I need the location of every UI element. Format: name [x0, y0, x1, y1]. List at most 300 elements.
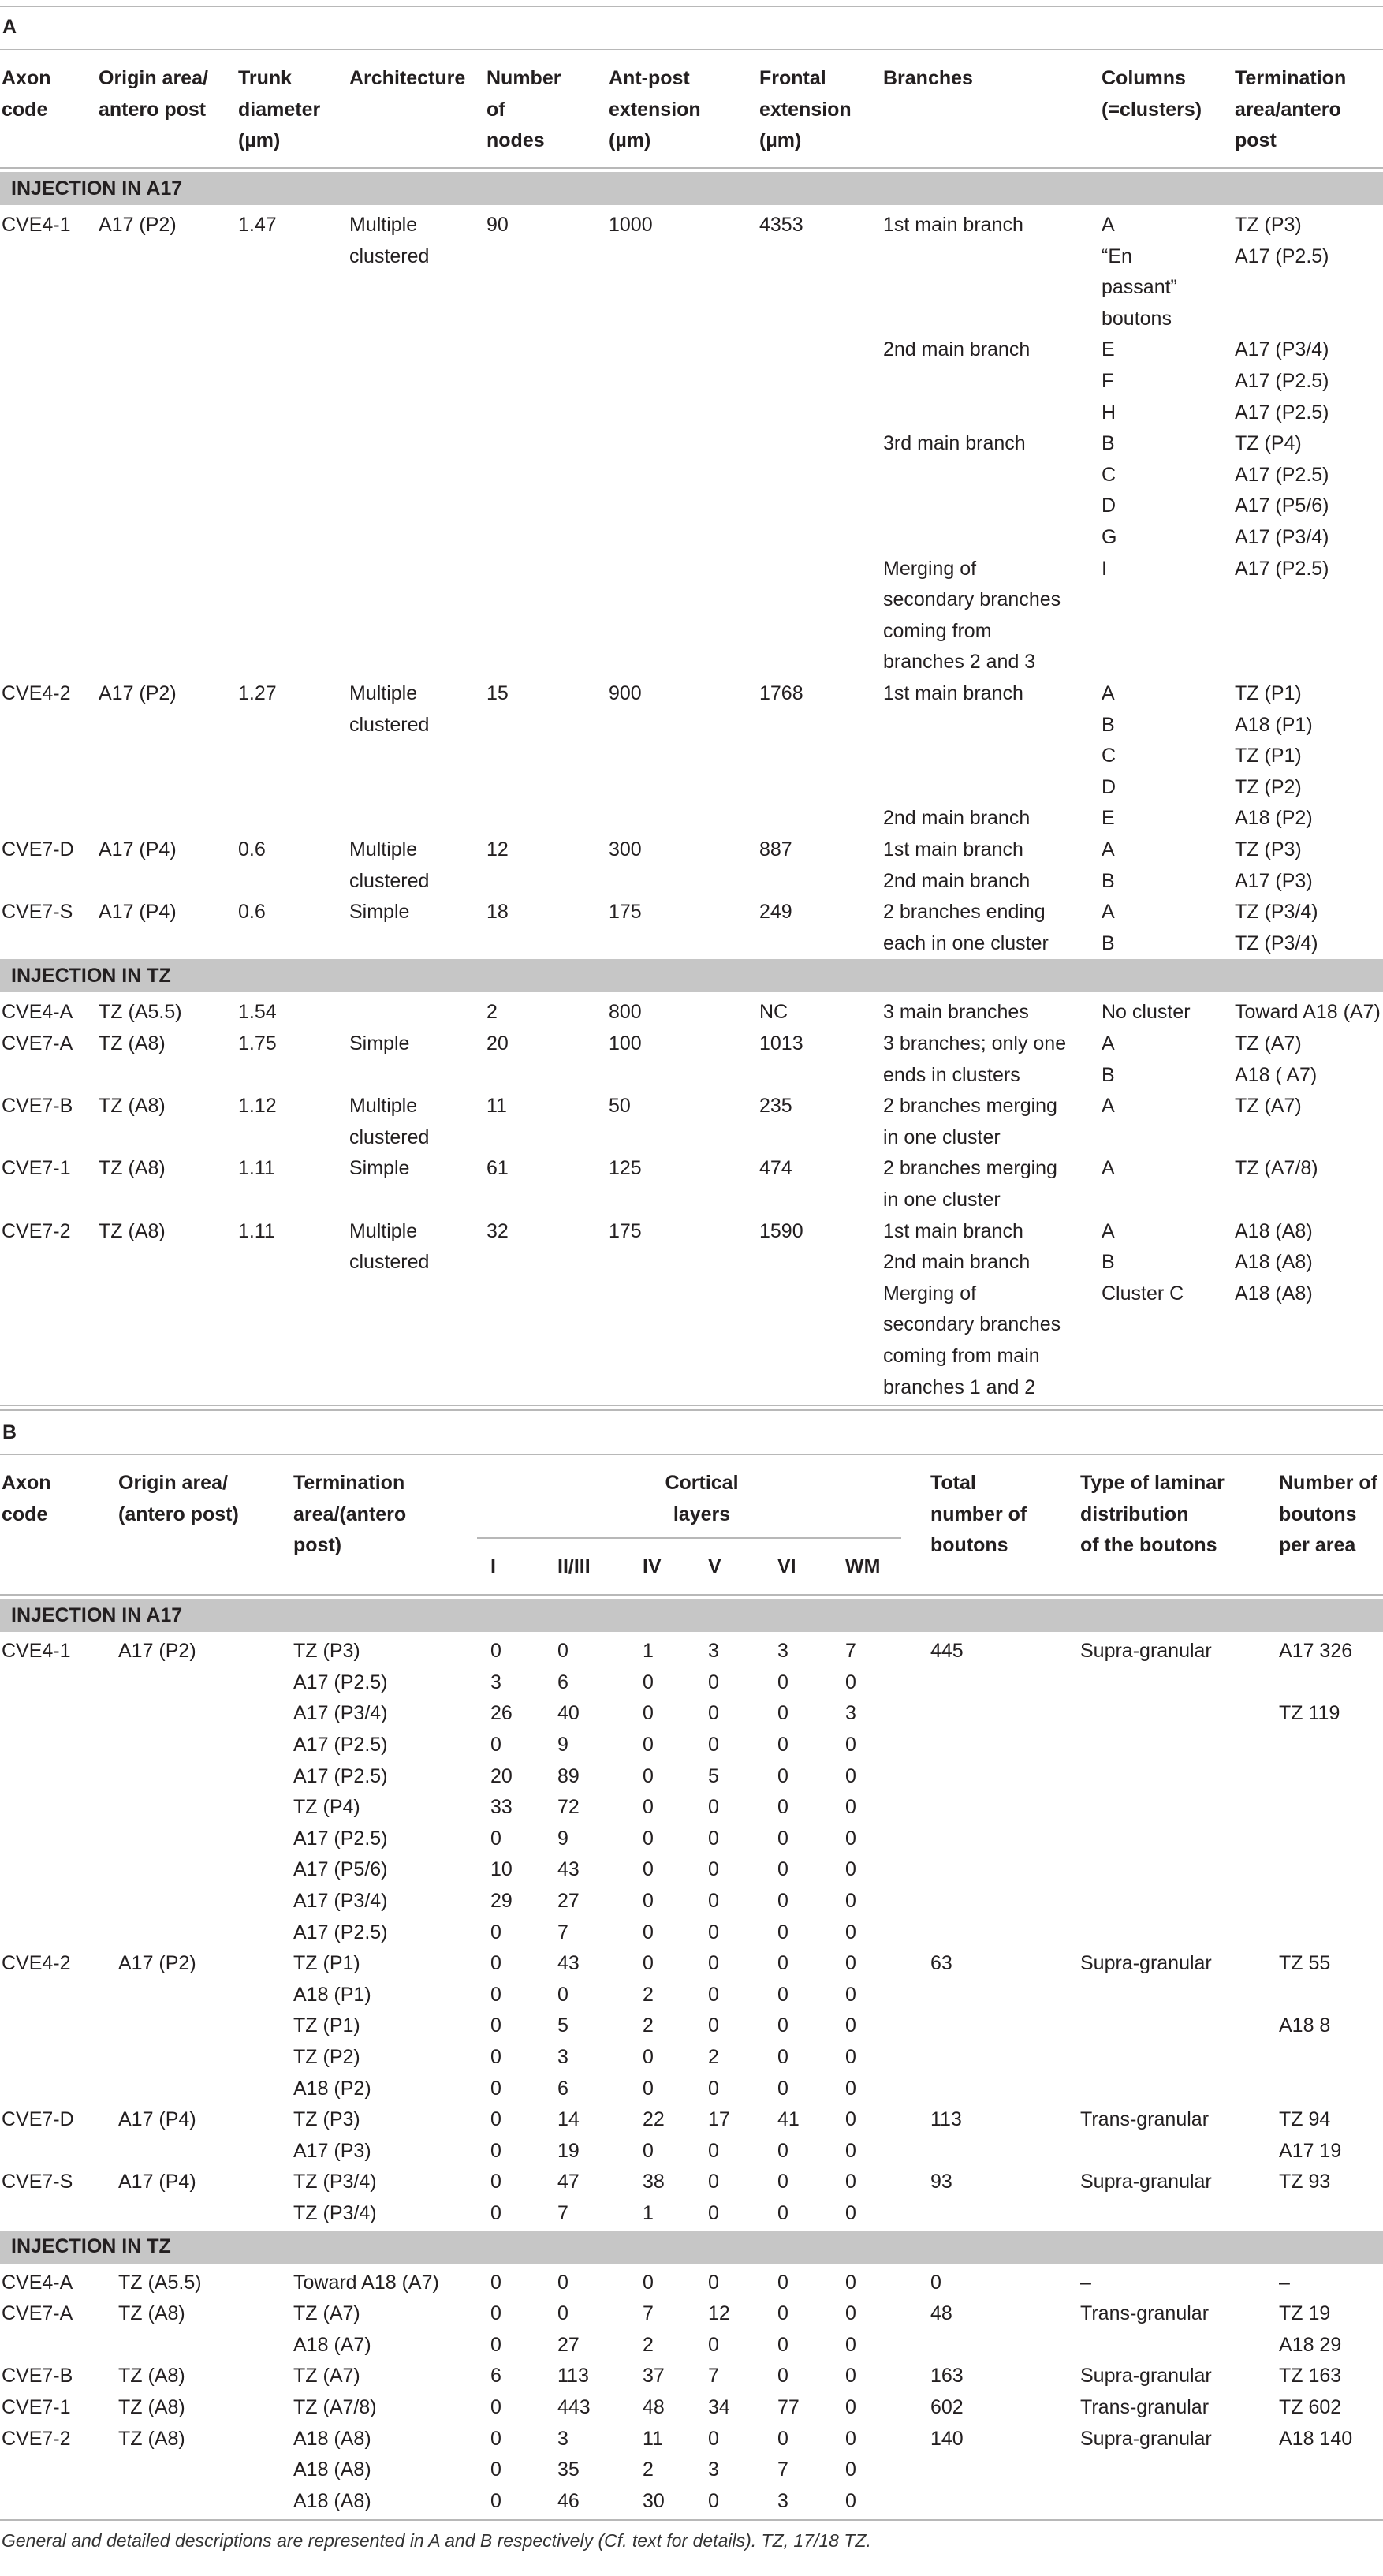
table-b-layer-cell: 0 — [845, 2427, 856, 2450]
table-b-cell: A18 (P1) — [293, 1983, 371, 2006]
table-b-layer-cell: 0 — [708, 1734, 719, 1756]
table-b-cell: 140 — [930, 2427, 964, 2450]
table-b-layer-cell: 0 — [643, 1952, 654, 1975]
table-a-header-cell: (=clusters) — [1102, 98, 1202, 121]
table-b-layer-cell: 5 — [708, 1764, 719, 1787]
table-b-layer-cell: 0 — [845, 2458, 856, 2481]
table-b-layer-cell: 0 — [777, 2365, 788, 2387]
table-b-layer-cell: 2 — [643, 1983, 654, 2006]
table-b-layer-cell: 89 — [557, 1764, 580, 1787]
table-a-cell: TZ (P3/4) — [1235, 931, 1318, 954]
table-a-cell: CVE7-1 — [2, 1157, 71, 1180]
table-b-layer-cell: 0 — [845, 2046, 856, 2068]
table-b-layer-cell: 0 — [777, 1921, 788, 1943]
table-b-layer-cell: 2 — [643, 2458, 654, 2481]
table-a-cell: Multiple — [349, 1095, 418, 1118]
table-b-layer-cell: 0 — [490, 1952, 501, 1975]
table-b-layer-cell: 0 — [777, 2077, 788, 2100]
table-b-cell: Trans-granular — [1080, 2396, 1210, 2418]
table-a-cell: 15 — [486, 682, 509, 704]
table-a-cell: A17 (P3) — [1235, 869, 1313, 892]
table-a-cell: A — [1102, 214, 1115, 236]
table-b-layer-cell: 0 — [708, 1671, 719, 1693]
table-a-cell: CVE7-B — [2, 1095, 73, 1118]
table-a-cell: A17 (P2) — [99, 682, 177, 704]
table-b-layer-cell: 11 — [643, 2427, 663, 2450]
table-a-cell: CVE7-A — [2, 1032, 73, 1055]
table-b-layer-cell: 0 — [845, 2365, 856, 2387]
table-b-layer-cell: 0 — [643, 1671, 654, 1693]
table-a-header-cell: code — [2, 98, 48, 121]
table-a-cell: Merging of — [883, 557, 977, 580]
table-a-header-cell: area/antero — [1235, 98, 1341, 121]
table-b-layer-cell: 0 — [708, 2427, 719, 2450]
table-a-cell: 300 — [609, 838, 642, 861]
table-b-cell: A17 (P3/4) — [293, 1702, 388, 1725]
table-b-layer-cell: 9 — [557, 1827, 568, 1850]
table-b-cell: 48 — [930, 2302, 952, 2325]
table-a-cell: Simple — [349, 1032, 410, 1055]
table-a-cell: clustered — [349, 1251, 430, 1274]
table-a-cell: Multiple — [349, 1219, 418, 1242]
table-a-bottom-rule — [0, 1405, 1383, 1406]
table-b-cell: TZ 119 — [1279, 1702, 1340, 1725]
table-a-header-cell: (µm) — [238, 129, 281, 152]
table-b-layer-cell: 0 — [845, 2396, 856, 2418]
table-a-cell: CVE4-2 — [2, 682, 71, 704]
table-b-layer-cell: 0 — [643, 2077, 654, 2100]
table-b-layer-cell: 3 — [557, 2046, 568, 2068]
table-b-layer-cell: 0 — [643, 1921, 654, 1943]
table-a-cell: 1590 — [759, 1219, 803, 1242]
table-a-label: A — [2, 16, 17, 38]
table-a-cell: B — [1102, 931, 1115, 954]
table-b-header-cell: code — [2, 1503, 48, 1525]
table-a-cell: 1.11 — [238, 1157, 275, 1180]
table-b-layer-cell: 0 — [708, 1921, 719, 1943]
table-b-layer-cell: 0 — [777, 2139, 788, 2162]
table-b-header-cell: Axon — [2, 1472, 51, 1495]
table-a-cell: 2nd main branch — [883, 338, 1031, 361]
table-b-top-rule — [0, 1409, 1383, 1411]
table-a-cell: Multiple — [349, 838, 418, 861]
table-a-cell: “En — [1102, 245, 1132, 267]
table-b-layer-cell: 29 — [490, 1890, 513, 1912]
table-b-header-cell: (antero post) — [118, 1503, 239, 1525]
table-b-layer-cell: 0 — [708, 1983, 719, 2006]
table-b-layer-cell: 14 — [557, 2108, 580, 2131]
table-b-layer-cell: 0 — [708, 2014, 719, 2037]
table-a-cell: 249 — [759, 901, 792, 924]
table-a-cell: branches 1 and 2 — [883, 1376, 1036, 1398]
table-b-layer-cell: 0 — [490, 2014, 501, 2037]
table-b-cell: A18 8 — [1279, 2014, 1331, 2037]
table-a-cell: TZ (A8) — [99, 1157, 166, 1180]
table-a-cell: 61 — [486, 1157, 509, 1180]
table-a-cell: NC — [759, 1001, 788, 1024]
table-b-layer-cell: 0 — [490, 2458, 501, 2481]
table-a-header-cell: Number — [486, 67, 561, 89]
table-b-layer-cell: 0 — [777, 1671, 788, 1693]
table-b-cell: A17 (P2.5) — [293, 1921, 388, 1943]
table-b-cell: A17 (P2) — [118, 1640, 196, 1663]
table-b-layer-cell: 0 — [845, 2077, 856, 2100]
table-b-layer-cell: 0 — [708, 2171, 719, 2193]
table-a-header-cell: diameter — [238, 98, 321, 121]
table-b-layer-cell: 0 — [777, 1858, 788, 1881]
table-b-cell: Trans-granular — [1080, 2302, 1210, 2325]
table-a-cell: secondary branches — [883, 588, 1061, 611]
table-a-cell: TZ (P1) — [1235, 682, 1302, 704]
table-a-cell: 235 — [759, 1095, 792, 1118]
table-a-cell: CVE7-2 — [2, 1219, 71, 1242]
table-b-layer-cell: 7 — [708, 2365, 719, 2387]
table-b-cell: A18 29 — [1279, 2333, 1342, 2356]
table-a-cell: A17 (P2.5) — [1235, 245, 1329, 267]
table-a-cell: 0.6 — [238, 838, 266, 861]
table-a-cell: 3rd main branch — [883, 432, 1026, 455]
table-a-cell: ends in clusters — [883, 1063, 1020, 1086]
table-b-layer-cell: 37 — [643, 2365, 665, 2387]
table-b-cell: TZ (A5.5) — [118, 2271, 202, 2294]
table-b-layer-cell: 27 — [557, 1890, 580, 1912]
table-a-cell: 1.11 — [238, 1219, 275, 1242]
table-b-cell: 163 — [930, 2365, 964, 2387]
table-b-layer-cell: 0 — [490, 1640, 501, 1663]
table-a-cell: secondary branches — [883, 1313, 1061, 1336]
table-b-layer-cell: 9 — [557, 1734, 568, 1756]
table-b-layer-cell: 0 — [490, 2396, 501, 2418]
table-b-cell: A17 19 — [1279, 2139, 1342, 2162]
table-b-layer-cell: 0 — [490, 1921, 501, 1943]
table-a-cell: E — [1102, 338, 1115, 361]
table-a-cell: coming from — [883, 619, 992, 642]
table-b-layer-cell: 20 — [490, 1764, 513, 1787]
table-a-cell: Cluster C — [1102, 1282, 1184, 1305]
table-b-header-cell: Termination — [293, 1472, 405, 1495]
table-b-cell: CVE7-2 — [2, 2427, 71, 2450]
table-a-cell: 12 — [486, 838, 509, 861]
table-b-cell: 0 — [930, 2271, 941, 2294]
table-a-cell: 474 — [759, 1157, 792, 1180]
table-b-layer-cell: 7 — [557, 1921, 568, 1943]
table-a-cell: boutons — [1102, 307, 1172, 330]
table-a-cell: 4353 — [759, 214, 803, 236]
table-a-cell: A17 (P3/4) — [1235, 338, 1329, 361]
table-b-header-cell: of the boutons — [1080, 1534, 1217, 1557]
table-b-cell: A17 (P4) — [118, 2171, 196, 2193]
table-a-cell: No cluster — [1102, 1001, 1191, 1024]
table-b-cell: A17 (P4) — [118, 2108, 196, 2131]
table-a-cell: 18 — [486, 901, 509, 924]
table-b-layer-cell: 0 — [845, 2014, 856, 2037]
table-b-layer-cell: 35 — [557, 2458, 580, 2481]
table-b-layer-cell: 0 — [557, 2302, 568, 2325]
table-a-cell: H — [1102, 401, 1116, 424]
table-b-cell: Supra-granular — [1080, 1640, 1212, 1663]
table-b-header-cell: Type of laminar — [1080, 1472, 1225, 1495]
table-a-cell: B — [1102, 1251, 1115, 1274]
table-b-layer-cell: 3 — [845, 1702, 856, 1725]
table-b-cell: CVE4-A — [2, 2271, 73, 2294]
table-a-cell: coming from main — [883, 1345, 1040, 1367]
table-b-cell: CVE7-B — [2, 2365, 73, 2387]
table-a-cell: 1st main branch — [883, 1219, 1023, 1242]
table-a-cell: TZ (P3) — [1235, 214, 1302, 236]
table-b-layer-cell: 0 — [490, 1734, 501, 1756]
table-b-cell: CVE7-1 — [2, 2396, 71, 2418]
table-b-cell: A18 (A7) — [293, 2333, 371, 2356]
table-b-cell: TZ (A8) — [118, 2302, 185, 2325]
table-b-layer-cell: 0 — [490, 2046, 501, 2068]
table-b-layer-cell: 6 — [490, 2365, 501, 2387]
table-b-cell: A17 326 — [1279, 1640, 1353, 1663]
table-b-layer-cell: 0 — [490, 2427, 501, 2450]
table-a-cell: TZ (A7) — [1235, 1032, 1302, 1055]
table-b-layer-cell: 0 — [708, 1702, 719, 1725]
table-b-layer-cell: 0 — [490, 1827, 501, 1850]
table-b-cell: A17 (P2.5) — [293, 1764, 388, 1787]
table-b-section-band — [0, 2231, 1383, 2264]
table-b-layer-cell: 0 — [777, 2302, 788, 2325]
table-b-layer-cell: 10 — [490, 1858, 513, 1881]
table-b-cell: TZ (P3/4) — [293, 2171, 377, 2193]
table-a-header-cell: Branches — [883, 67, 973, 89]
table-a-cell: 2nd main branch — [883, 869, 1031, 892]
table-a-cell: 1.75 — [238, 1032, 277, 1055]
table-b-layer-cell: 0 — [490, 2202, 501, 2224]
table-b-layer-cell: 0 — [490, 2108, 501, 2131]
table-b-layer-cell: 72 — [557, 1796, 580, 1819]
section-title: INJECTION IN A17 — [11, 177, 183, 200]
table-a-cell: passant” — [1102, 276, 1177, 299]
table-a-cell: 175 — [609, 901, 642, 924]
table-a-header-cell: Trunk — [238, 67, 293, 89]
table-a-cell: I — [1102, 557, 1107, 580]
table-a-header-cell: Origin area/ — [99, 67, 208, 89]
table-b-layer-cell: 0 — [490, 2271, 501, 2294]
table-b-layer-cell: 0 — [708, 2489, 719, 2512]
table-b-layer-cell: 48 — [643, 2396, 665, 2418]
table-b-layer-cell: 0 — [708, 2139, 719, 2162]
table-a-label-rule — [0, 49, 1383, 50]
table-a-cell: each in one cluster — [883, 931, 1049, 954]
table-b-header-cell: area/(antero — [293, 1503, 407, 1525]
table-b-cell: TZ (P1) — [293, 2014, 360, 2037]
table-b-cell: A18 (A8) — [293, 2458, 371, 2481]
table-b-layer-cell: 38 — [643, 2171, 665, 2193]
table-b-header-cell: Origin area/ — [118, 1472, 228, 1495]
layer-header: II/III — [557, 1555, 591, 1578]
layer-header: IV — [643, 1555, 662, 1578]
table-b-layer-cell: 26 — [490, 1702, 513, 1725]
table-a-cell: CVE7-D — [2, 838, 74, 861]
table-a-cell: A17 (P2) — [99, 214, 177, 236]
table-b-layer-cell: 0 — [845, 2333, 856, 2356]
table-b-layer-cell: 12 — [708, 2302, 730, 2325]
table-a-cell: 1.54 — [238, 1001, 277, 1024]
table-b-layer-cell: 0 — [845, 1734, 856, 1756]
table-a-cell: 2 branches merging — [883, 1095, 1057, 1118]
table-a-cell: TZ (P3/4) — [1235, 901, 1318, 924]
table-a-cell: A — [1102, 1219, 1115, 1242]
table-a-header-rule — [0, 167, 1383, 169]
table-a-cell: 3 main branches — [883, 1001, 1029, 1024]
table-b-layer-cell: 0 — [845, 1921, 856, 1943]
table-a-cell: 1.47 — [238, 214, 277, 236]
table-a-cell: A — [1102, 901, 1115, 924]
table-a-cell: CVE4-1 — [2, 214, 71, 236]
table-a-header-cell: Termination — [1235, 67, 1347, 89]
table-a-header-cell: Ant-post — [609, 67, 690, 89]
table-a-cell: 2 — [486, 1001, 498, 1024]
table-b-cell: CVE4-1 — [2, 1640, 71, 1663]
table-b-layer-cell: 0 — [490, 2333, 501, 2356]
table-b-layer-cell: 0 — [777, 1764, 788, 1787]
table-a-cell: 800 — [609, 1001, 642, 1024]
table-a-cell: CVE7-S — [2, 901, 73, 924]
table-a-cell: 1768 — [759, 682, 803, 704]
table-a-header-cell: antero post — [99, 98, 207, 121]
table-a-cell: 3 branches; only one — [883, 1032, 1067, 1055]
table-a-header-cell: extension — [609, 98, 701, 121]
section-title: INJECTION IN TZ — [11, 964, 171, 987]
table-a-cell: 175 — [609, 1219, 642, 1242]
table-a-cell: F — [1102, 370, 1114, 392]
table-b-layer-cell: 0 — [490, 2302, 501, 2325]
table-b-cell: TZ (P4) — [293, 1796, 360, 1819]
table-b-layer-cell: 33 — [490, 1796, 513, 1819]
table-a-cell: 1st main branch — [883, 682, 1023, 704]
table-a-cell: A18 (A8) — [1235, 1219, 1313, 1242]
table-b-layer-cell: 17 — [708, 2108, 730, 2131]
table-a-cell: A17 (P4) — [99, 901, 177, 924]
table-b-layer-cell: 0 — [643, 1734, 654, 1756]
table-b-cell: TZ (A8) — [118, 2427, 185, 2450]
table-b-bottom-rule — [0, 2519, 1383, 2521]
table-b-layer-cell: 3 — [557, 2427, 568, 2450]
table-a-cell: A — [1102, 1032, 1115, 1055]
section-title: INJECTION IN A17 — [11, 1603, 183, 1626]
table-b-layer-cell: 19 — [557, 2139, 580, 2162]
table-b-layer-cell: 0 — [708, 2271, 719, 2294]
table-a-header-cell: post — [1235, 129, 1277, 152]
table-a-header-cell: of — [486, 98, 505, 121]
table-b-layer-cell: 0 — [777, 2171, 788, 2193]
table-b-layer-cell: 3 — [708, 1640, 719, 1663]
table-a-cell: 0.6 — [238, 901, 266, 924]
table-a-cell: G — [1102, 526, 1117, 548]
table-a-cell: A17 (P2.5) — [1235, 370, 1329, 392]
table-b-cell: TZ 93 — [1279, 2171, 1331, 2193]
table-a-section-band — [0, 959, 1383, 992]
table-b-layer-cell: 0 — [845, 2202, 856, 2224]
table-b-layer-cell: 0 — [777, 2271, 788, 2294]
table-a-cell: A — [1102, 1157, 1115, 1180]
table-b-layer-cell: 0 — [845, 2139, 856, 2162]
table-b-layer-cell: 7 — [643, 2302, 654, 2325]
table-b-layer-cell: 43 — [557, 1952, 580, 1975]
table-a-cell: A17 (P2.5) — [1235, 557, 1329, 580]
table-a-cell: C — [1102, 463, 1116, 486]
layer-header: VI — [777, 1555, 796, 1578]
table-b-layer-cell: 0 — [490, 2139, 501, 2162]
table-b-layer-cell: 3 — [490, 1671, 501, 1693]
table-a-cell: TZ (A7) — [1235, 1095, 1302, 1118]
table-a-cell: 2nd main branch — [883, 1251, 1031, 1274]
table-b-header-cell: Number of — [1279, 1472, 1377, 1495]
table-b-cell: A17 (P3) — [293, 2139, 371, 2162]
table-b-layer-cell: 3 — [708, 2458, 719, 2481]
table-b-cell: 63 — [930, 1952, 952, 1975]
table-b-layer-cell: 0 — [845, 1827, 856, 1850]
table-b-layer-cell: 0 — [777, 1796, 788, 1819]
table-b-layer-cell: 443 — [557, 2396, 591, 2418]
table-b-layer-cell: 0 — [643, 2271, 654, 2294]
table-b-header-cell: boutons — [930, 1534, 1008, 1557]
table-b-layer-cell: 0 — [643, 1702, 654, 1725]
table-b-cell: CVE7-S — [2, 2171, 73, 2193]
table-b-header-cell: Cortical — [665, 1472, 739, 1495]
layers-subheader-rule — [477, 1537, 901, 1539]
table-b-header-cell: distribution — [1080, 1503, 1189, 1525]
table-b-cell: TZ (A7/8) — [293, 2396, 377, 2418]
table-b-layer-cell: 34 — [708, 2396, 730, 2418]
table-a-cell: TZ (P4) — [1235, 432, 1302, 455]
table-b-cell: Supra-granular — [1080, 2427, 1212, 2450]
table-b-cell: TZ 602 — [1279, 2396, 1342, 2418]
table-a-header-cell: Architecture — [349, 67, 466, 89]
table-b-layer-cell: 0 — [643, 1827, 654, 1850]
table-b-layer-cell: 0 — [557, 1983, 568, 2006]
table-a-cell: A17 (P2.5) — [1235, 401, 1329, 424]
table-a-cell: TZ (A5.5) — [99, 1001, 182, 1024]
table-b-layer-cell: 0 — [643, 1858, 654, 1881]
table-a-cell: 2 branches merging — [883, 1157, 1057, 1180]
table-a-cell: TZ (A7/8) — [1235, 1157, 1318, 1180]
table-a-cell: 900 — [609, 682, 642, 704]
table-b-layer-cell: 1 — [643, 2202, 654, 2224]
table-b-header-cell: post) — [293, 1534, 342, 1557]
table-b-cell: Supra-granular — [1080, 1952, 1212, 1975]
table-b-layer-cell: 0 — [708, 1858, 719, 1881]
table-b-header-cell: boutons — [1279, 1503, 1357, 1525]
table-a-cell: A17 (P5/6) — [1235, 495, 1329, 517]
table-a-cell: 2 branches ending — [883, 901, 1046, 924]
table-a-header-cell: Frontal — [759, 67, 826, 89]
table-b-cell: A17 (P5/6) — [293, 1858, 388, 1881]
table-b-layer-cell: 0 — [777, 2427, 788, 2450]
table-b-layer-cell: 0 — [708, 2202, 719, 2224]
table-a-cell: 887 — [759, 838, 792, 861]
table-b-layer-cell: 47 — [557, 2171, 580, 2193]
table-a-cell: 100 — [609, 1032, 642, 1055]
table-a-header-cell: Columns — [1102, 67, 1186, 89]
table-b-layer-cell: 0 — [643, 2046, 654, 2068]
table-a-cell: 2nd main branch — [883, 807, 1031, 830]
table-a-top-rule — [0, 6, 1383, 7]
table-b-cell: A17 (P3/4) — [293, 1890, 388, 1912]
section-title: INJECTION IN TZ — [11, 2235, 171, 2258]
layer-header: I — [490, 1555, 496, 1578]
table-b-layer-cell: 0 — [777, 1890, 788, 1912]
table-b-cell: A17 (P2) — [118, 1952, 196, 1975]
table-b-cell: Trans-granular — [1080, 2108, 1210, 2131]
table-b-layer-cell: 2 — [643, 2333, 654, 2356]
table-b-cell: A17 (P2.5) — [293, 1827, 388, 1850]
table-b-layer-cell: 7 — [557, 2202, 568, 2224]
table-b-cell: TZ (A7) — [293, 2365, 360, 2387]
